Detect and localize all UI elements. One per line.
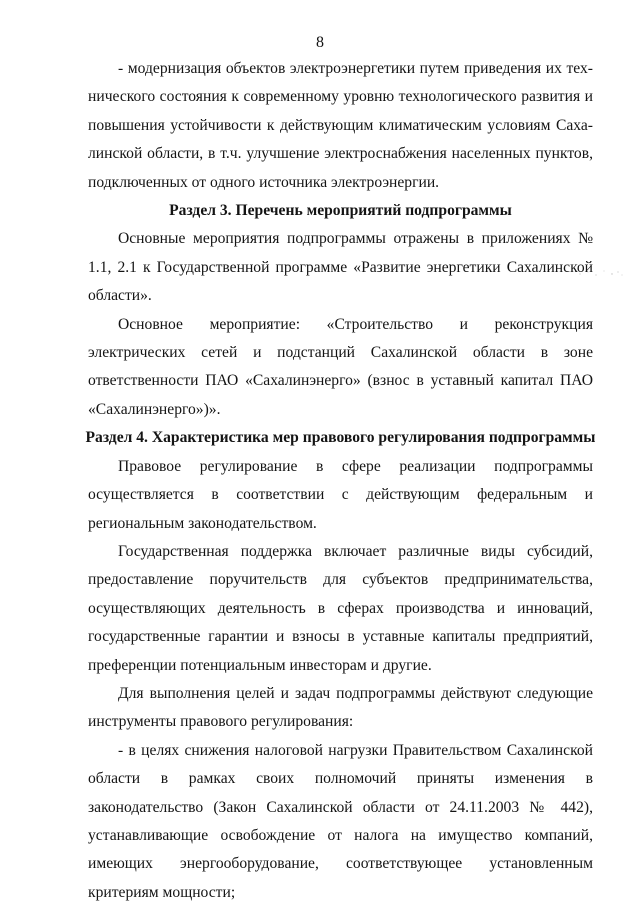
section-4-heading: Раздел 4. Характеристика мер правового регулирования подпрограммы (85, 429, 596, 447)
section-3-heading: Раздел 3. Перечень мероприятий подпрограммы (169, 202, 512, 220)
paragraph-legal-regulation: Правовое регулирование в сфере реализации подпрограммы осуществляется в соответствии с действующим федеральным и региональным законодательством. (88, 457, 593, 532)
page-number: 8 (316, 34, 324, 51)
paragraph-instruments: Для выполнения целей и задач подпрограммы действуют следующие инструменты правового регулирования: (88, 684, 593, 731)
paragraph-state-support: Государственная поддержка включает различные виды субсидий, предоставление поручительств для субъектов предпринимательства, осуществляющих деятельность в сферах производства и инноваций, государственные гарантии и взносы в уставные капиталы предприятий, преференции потенциальным инвесторам и другие. (88, 542, 593, 674)
paragraph-tax-relief: - в целях снижения налоговой нагрузки Правительством Сахалинской области в рамках своих полномочий приняты изменения в законодательство (Закон Сахалинской области от 24.11.2003 № 442), устанавливающие освобождение от налога на имущество компаний, имеющих энергооборудование, соответствующее установленным критериям мощности; (88, 741, 593, 901)
document-body (85, 55, 596, 907)
paragraph-main-activity: Основное мероприятие: «Строительство и реконструкция электрических сетей и подстанций Сахалинской области в зоне ответственности ПАО «Сахалинэнерго» (взнос в уставный капитал ПАО «Сахалинэнерго»)». (88, 315, 593, 418)
paragraph-modernization: - модернизация объектов электроэнергетики путем приведения их технического состояния к современному уровню технологического развития и повышения устойчивости к действующим климатическим условиям Сахалинской области, в т.ч. улучшение электроснабжения населенных пунктов, подключенных от одного источника электроэнергии. (88, 60, 593, 191)
scan-noise-mark (576, 268, 626, 278)
paragraph-main-activities: Основные мероприятия подпрограммы отражены в приложениях № 1.1, 2.1 к Государственной программе «Развитие энергетики Сахалинской области». (88, 230, 593, 305)
